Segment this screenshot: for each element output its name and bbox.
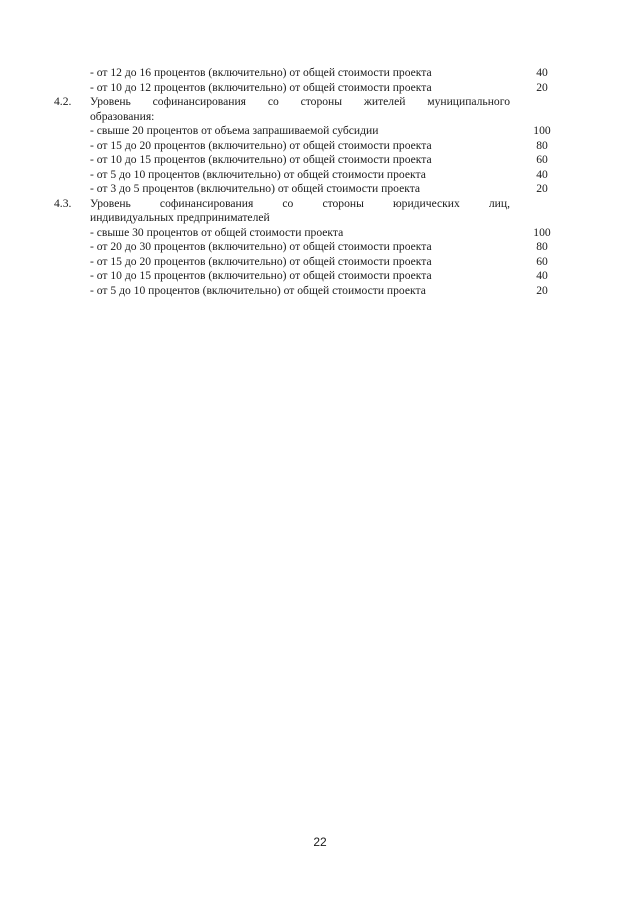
section-heading	[54, 197, 574, 212]
item-score: 80	[536, 138, 548, 152]
item-text: - от 5 до 10 процентов (включительно) от общей стоимости проекта	[90, 283, 426, 297]
item-score: 40	[536, 269, 548, 282]
item-text: - от 15 до 20 процентов (включительно) от общей стоимости проекта	[90, 138, 432, 152]
item-text: - от 3 до 5 процентов (включительно) от общей стоимости проекта	[90, 182, 421, 195]
item-score: 20	[536, 80, 548, 94]
item-text: - от 15 до 20 процентов (включительно) от общей стоимости проекта	[90, 254, 432, 268]
section-title-continued: индивидуальных предпринимателей	[90, 211, 270, 224]
section-heading-continued	[54, 211, 574, 226]
section-title: Уровень софинансирования со стороны жителей муниципального	[90, 95, 510, 108]
item-text: - свыше 20 процентов от объема запрашиваемой субсидии	[90, 124, 379, 137]
list-item	[54, 168, 574, 183]
item-score: 60	[536, 153, 548, 166]
item-text: - от 5 до 10 процентов (включительно) от общей стоимости проекта	[90, 167, 426, 181]
item-score: 40	[536, 66, 548, 79]
section-title-continued: образования:	[90, 109, 155, 123]
item-text: - от 10 до 12 процентов (включительно) от общей стоимости проекта	[90, 80, 432, 94]
list-item	[54, 269, 574, 284]
list-item	[54, 139, 574, 154]
item-score: 80	[536, 240, 548, 253]
criteria-list	[54, 66, 574, 298]
item-text: - от 10 до 15 процентов (включительно) от общей стоимости проекта	[90, 269, 432, 282]
section-number: 4.2.	[54, 95, 72, 108]
section-heading	[54, 95, 574, 110]
item-score: 20	[536, 283, 548, 297]
item-score: 40	[536, 167, 548, 181]
list-item	[54, 255, 574, 270]
item-score: 100	[533, 225, 551, 239]
list-item	[54, 153, 574, 168]
page-number: 22	[313, 835, 327, 849]
section-title: Уровень софинансирования со стороны юридических лиц,	[90, 196, 510, 210]
item-score: 100	[533, 124, 551, 137]
list-item	[54, 124, 574, 139]
list-item	[54, 81, 574, 96]
section-heading-continued	[54, 110, 574, 125]
item-text: - свыше 30 процентов от общей стоимости проекта	[90, 225, 344, 239]
item-text: - от 20 до 30 процентов (включительно) от общей стоимости проекта	[90, 240, 432, 253]
section-number: 4.3.	[54, 196, 72, 210]
item-score: 60	[536, 254, 548, 268]
item-text: - от 12 до 16 процентов (включительно) от общей стоимости проекта	[90, 66, 432, 79]
list-item	[54, 240, 574, 255]
item-score: 20	[536, 182, 548, 195]
list-item	[54, 226, 574, 241]
item-text: - от 10 до 15 процентов (включительно) от общей стоимости проекта	[90, 153, 432, 166]
list-item	[54, 284, 574, 299]
list-item	[54, 182, 574, 197]
list-item	[54, 66, 574, 81]
